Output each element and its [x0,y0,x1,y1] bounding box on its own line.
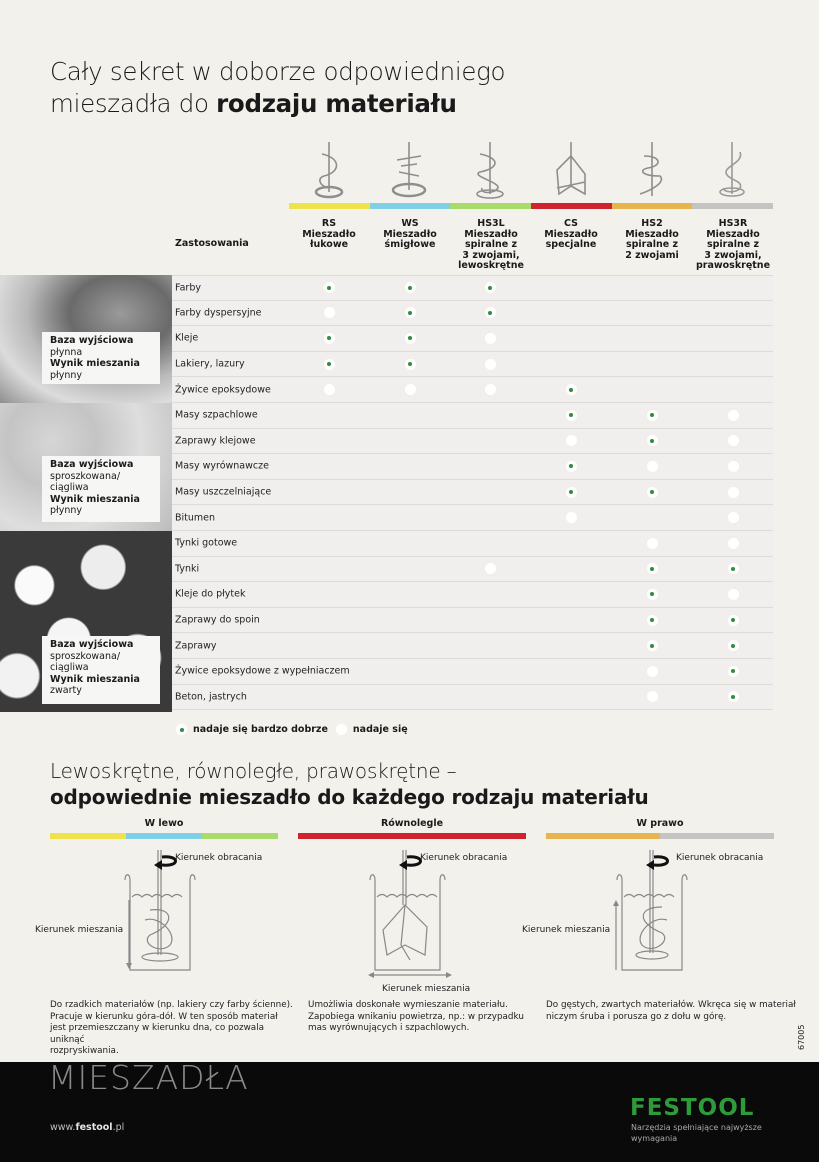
rating-very-good-dot [647,615,658,626]
www-domain: festool [75,1122,113,1133]
direction-right-label: W prawo [636,818,684,829]
table-row [172,326,773,352]
column-header-line2: spiralne z [464,239,518,250]
suitability-table [172,275,773,710]
column-header-code: HS3R [718,218,748,229]
horizontal-mixing-arrow-icon [368,971,452,979]
color-rs [289,203,370,209]
brand-tagline: Narzędzia spełniające najwyższe wymagania [631,1123,762,1143]
desc-line: Zapobiega wnikaniu powietrza, np.: w przypadku [308,1011,524,1022]
rating-suitable-dot [728,589,739,600]
application-label: Bitumen [175,511,216,523]
rotation-label-right: Kierunek obracania [676,853,764,863]
mixer-ws-icon [369,142,449,204]
desc-line: mas wyrównujących i szpachlowych. [308,1023,470,1034]
rating-suitable-dot [324,384,335,395]
application-label: Beton, jastrych [175,691,247,703]
column-header-line2: spiralne z [625,239,679,250]
rating-very-good-dot [405,282,416,293]
table-row [172,505,773,531]
column-header-line4: prawoskrętne [695,260,771,271]
base-label: Baza wyjściowa [50,335,134,346]
table-row [172,352,773,378]
good-dot-icon [176,724,187,735]
column-header-line1: Mieszadło [383,228,437,240]
application-label: Zaprawy [175,639,217,651]
color-cs [531,203,612,209]
column-header-line2: spiralne z [706,239,760,250]
result-value: płynny [50,369,83,381]
rating-very-good-dot [566,384,577,395]
application-label: Tynki gotowe [175,537,238,549]
rating-very-good-dot [728,563,739,574]
section-title [50,758,649,810]
section-title-line-2: odpowiednie mieszadło do każdego rodzaju materiału [50,785,649,809]
column-header-line1: Mieszadło [625,228,679,240]
application-label: Kleje [175,332,199,344]
right-rotation-diagram [612,845,692,975]
rating-very-good-dot [405,333,416,344]
rating-very-good-dot [647,589,658,600]
rating-suitable-dot [728,461,739,472]
description-left [50,1000,295,1058]
rating-very-good-dot [647,640,658,651]
rating-suitable-dot [485,333,496,344]
rating-suitable-dot [566,435,577,446]
column-header-line1: Mieszadło [706,228,760,240]
column-header-line3: 3 zwojami, [462,249,520,261]
title-line-1: Cały sekret w doborze odpowiedniego [50,57,506,86]
mixer-hs3r-icon [692,142,772,204]
desc-line: Umożliwia doskonałe wymieszanie materiału. [308,1000,508,1010]
table-row [172,454,773,480]
left-rotation-diagram [120,845,200,975]
column-header-hs2 [612,219,692,261]
rating-suitable-dot [647,538,658,549]
table-row [172,377,773,403]
rating-very-good-dot [485,307,496,318]
mixer-cs-icon [531,142,611,204]
desc-line: rozpryskiwania. [50,1046,119,1057]
color-hs3l [450,203,531,209]
table-row [172,480,773,506]
mixing-label-left: Kierunek mieszania [35,925,124,935]
base-value: sproszkowana/ ciągliwa [50,650,121,673]
base-label: Baza wyjściowa [50,459,134,470]
result-value: płynny [50,505,83,516]
column-header-code: HS3L [477,218,505,229]
application-label: Kleje do płytek [175,588,246,600]
mixer-images [289,142,773,204]
footer [0,1058,819,1162]
document-code: 67005 [797,1024,806,1050]
column-header-hs3r [693,219,773,272]
legend [176,724,408,735]
title-line-2 [50,88,505,120]
rating-very-good-dot [647,487,658,498]
table-row [172,608,773,634]
rating-very-good-dot [485,282,496,293]
applications-header: Zastosowania [175,238,249,249]
base-label: Baza wyjściowa [50,639,134,650]
application-label: Lakiery, lazury [175,358,245,370]
column-header-code: CS [564,218,578,229]
rotation-label-middle: Kierunek obracania [420,853,508,863]
footer-title: MIESZADŁA [48,1058,249,1097]
color-hs2 [612,203,693,209]
base-value: płynna [50,346,83,358]
rating-very-good-dot [405,307,416,318]
direction-parallel-label: Równolegle [380,818,444,829]
rating-very-good-dot [324,333,335,344]
direction-left-label: W lewo [144,818,184,829]
rating-very-good-dot [728,691,739,702]
application-label: Żywice epoksydowe [175,383,271,395]
application-label: Farby [175,282,201,294]
rating-very-good-dot [324,282,335,293]
result-value: zwarty [50,685,82,696]
table-row [172,531,773,557]
mixing-label-middle: Kierunek mieszania [382,984,471,994]
column-header-code: RS [321,218,337,229]
ok-dot-icon [336,724,347,735]
mixer-rs-icon [289,142,369,204]
table-row [172,429,773,455]
application-label: Masy uszczelniające [175,486,272,498]
rating-suitable-dot [324,307,335,318]
column-header-cs [531,219,611,251]
application-label: Żywice epoksydowe z wypełniaczem [175,665,350,677]
mixer-hs3l-icon [450,142,530,204]
application-label: Zaprawy do spoin [175,614,260,626]
legend-good: nadaje się bardzo dobrze [193,724,328,735]
rating-suitable-dot [728,512,739,523]
mixer-color-bar [289,203,773,209]
application-label: Farby dyspersyjne [175,307,262,319]
table-row [172,557,773,583]
mixing-label-right: Kierunek mieszania [522,925,611,935]
rating-suitable-dot [728,410,739,421]
rotation-label-left: Kierunek obracania [175,853,263,863]
direction-right-bar [546,833,774,839]
column-header-line1: Mieszadło [302,228,356,240]
table-row [172,301,773,327]
application-label: Zaprawy klejowe [175,435,256,447]
rating-suitable-dot [405,384,416,395]
rating-suitable-dot [728,538,739,549]
rating-suitable-dot [485,359,496,370]
column-header-line2: łukowe [309,239,349,250]
table-row [172,685,773,711]
desc-line: Do gęstych, zwartych materiałów. Wkręca się w materiał [546,1000,796,1010]
direction-parallel-bar [298,833,526,839]
result-label: Wynik mieszania [50,673,140,685]
column-header-line1: Mieszadło [544,228,598,240]
rating-very-good-dot [728,666,739,677]
group-info-paste [42,456,160,522]
desc-line: Pracuje w kierunku góra-dół. W ten sposób materiał [50,1011,278,1022]
column-header-line2: śmigłowe [384,239,436,250]
description-middle [308,1000,538,1035]
title-bold: rodzaju materiału [216,89,457,118]
table-row [172,582,773,608]
www-prefix: www. [50,1122,76,1133]
application-label: Tynki [175,563,200,575]
rating-very-good-dot [647,563,658,574]
column-header-code: WS [401,218,419,229]
column-header-line4: lewoskrętne [458,260,524,271]
rating-suitable-dot [647,691,658,702]
direction-left-bar [50,833,278,839]
desc-line: jest przemieszczany w kierunku dna, co pozwala uniknąć [50,1023,265,1045]
rating-very-good-dot [647,435,658,446]
section-title-line-1: Lewoskrętne, równoległe, prawoskrętne – [50,759,457,783]
desc-line: niczym śruba i porusza go z dołu w górę. [546,1011,727,1022]
legend-ok: nadaje się [352,724,408,735]
table-row [172,633,773,659]
table-row [172,659,773,685]
rating-suitable-dot [647,461,658,472]
column-header-line2: specjalne [545,239,597,250]
column-header-line3: 2 zwojami [625,249,679,261]
desc-line: Do rzadkich materiałów (np. lakiery czy farby ścienne). [50,1000,293,1010]
parallel-rotation-diagram [365,845,455,975]
column-header-hs3l [451,219,531,272]
festool-logo: FESTOOL [630,1095,755,1121]
column-header-rs [289,219,369,251]
group-info-liquid [42,332,160,384]
www-suffix: .pl [112,1122,125,1133]
column-header-line3: 3 zwojami, [704,249,762,261]
rating-very-good-dot [324,359,335,370]
rating-very-good-dot [566,487,577,498]
application-label: Masy wyrównawcze [175,460,269,472]
page-title [50,56,505,120]
rating-suitable-dot [728,435,739,446]
rating-very-good-dot [647,410,658,421]
table-row [172,403,773,429]
rating-suitable-dot [647,666,658,677]
rating-suitable-dot [485,384,496,395]
column-header-ws [370,219,450,251]
rating-very-good-dot [566,461,577,472]
rating-suitable-dot [728,487,739,498]
base-value: sproszkowana/ ciągliwa [50,470,121,493]
description-right [546,1000,796,1023]
table-row [172,275,773,301]
color-ws [370,203,451,209]
column-header-code: HS2 [641,218,663,229]
result-label: Wynik mieszania [50,358,140,369]
rating-very-good-dot [728,640,739,651]
title-regular: mieszadła do [50,89,217,118]
result-label: Wynik mieszania [50,493,140,505]
rating-very-good-dot [405,359,416,370]
mixer-hs2-icon [612,142,692,204]
application-label: Masy szpachlowe [175,409,258,421]
column-header-line1: Mieszadło [464,228,518,240]
rating-very-good-dot [728,615,739,626]
rating-suitable-dot [485,563,496,574]
group-info-thick [42,636,160,704]
website-link[interactable] [50,1122,124,1133]
rating-very-good-dot [566,410,577,421]
color-hs3r [692,203,773,209]
rating-suitable-dot [566,512,577,523]
